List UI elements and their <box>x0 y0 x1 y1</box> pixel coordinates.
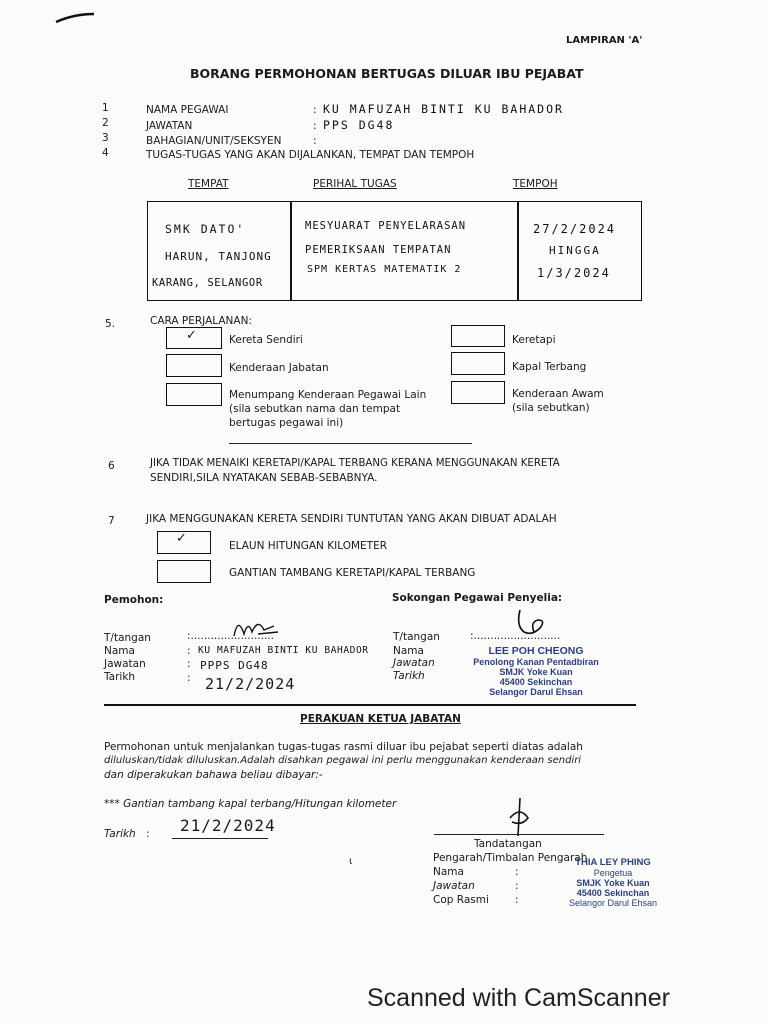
blank-line <box>172 838 268 839</box>
col-header-perihal: PERIHAL TUGAS <box>313 178 397 190</box>
penyelia-label: T/tangan <box>393 631 440 643</box>
tick-mark: ✓ <box>186 328 197 343</box>
perihal-line: SPM KERTAS MATEMATIK 2 <box>307 264 462 275</box>
signature-line <box>434 834 604 835</box>
jawatan-value[interactable]: PPS DG48 <box>323 118 395 132</box>
tempoh-line: 1/3/2024 <box>537 266 611 280</box>
tempat-line: SMK DATO' <box>165 222 246 236</box>
field-colon: : <box>313 135 317 147</box>
section-title: CARA PERJALANAN: <box>150 315 252 327</box>
tempat-line: KARANG, SELANGOR <box>152 277 263 289</box>
ketua-label: Cop Rasmi <box>433 894 489 906</box>
col-header-tempoh: TEMPOH <box>513 178 558 190</box>
checkbox-gantian-tambang[interactable] <box>157 560 211 583</box>
stamp-line: THIA LEY PHING <box>575 857 651 868</box>
section6-line2: SENDIRI,SILA NYATAKAN SEBAB-SEBABNYA. <box>150 472 378 484</box>
perihal-line: PEMERIKSAAN TEMPATAN <box>305 244 452 256</box>
penyelia-label: Jawatan <box>393 657 435 669</box>
form-title: BORANG PERMOHONAN BERTUGAS DILUAR IBU PEJABAT <box>190 66 584 81</box>
perakuan-tarikh-value[interactable]: 21/2/2024 <box>180 816 276 835</box>
option-label: Kapal Terbang <box>512 361 587 373</box>
field-colon: : <box>313 104 317 116</box>
checkbox-keretapi[interactable] <box>451 325 505 347</box>
checkbox-kapal-terbang[interactable] <box>451 352 505 375</box>
stamp-line: Penolong Kanan Pentadbiran <box>473 657 599 667</box>
penyelia-label: Nama <box>393 645 424 657</box>
option-label: Kenderaan Awam <box>512 388 604 400</box>
section-divider <box>104 704 636 706</box>
stamp-line: Pengetua <box>593 868 633 878</box>
checkbox-menumpang[interactable] <box>166 383 222 406</box>
signature-dots: :......................... <box>187 630 274 642</box>
field-colon: : <box>187 645 191 657</box>
stamp-line: 45400 Sekinchan <box>576 888 650 898</box>
option-label: Keretapi <box>512 334 556 346</box>
pemohon-nama-value[interactable]: KU MAFUZAH BINTI KU BAHADOR <box>198 645 369 656</box>
ketua-stamp <box>548 857 678 908</box>
tick-mark: ✓ <box>176 531 187 546</box>
ketua-label: Nama <box>433 866 464 878</box>
section-num: 6 <box>108 460 115 472</box>
penyelia-heading: Sokongan Pegawai Penyelia: <box>392 592 563 604</box>
tandatangan-label: Tandatangan <box>474 838 542 850</box>
perakuan-tarikh-label: Tarikh <box>104 828 136 840</box>
table-divider <box>290 201 292 301</box>
pemohon-signature <box>228 612 288 642</box>
perakuan-gantian: *** Gantian tambang kapal terbang/Hitungan kilometer <box>104 798 397 810</box>
option-note: (sila sebutkan) <box>512 402 590 414</box>
signature-dots: :.......................... <box>470 630 561 642</box>
stamp-line: 45400 Sekinchan <box>499 677 573 687</box>
field-colon: : <box>146 828 150 840</box>
pemohon-label: T/tangan <box>104 632 151 644</box>
field-colon: : <box>515 880 519 892</box>
blank-line <box>229 443 472 444</box>
field-label: TUGAS-TUGAS YANG AKAN DIJALANKAN, TEMPAT DAN TEMPOH <box>146 149 475 161</box>
pemohon-label: Tarikh <box>104 671 136 683</box>
pemohon-heading: Pemohon: <box>104 594 164 606</box>
field-num: 1 <box>102 102 109 114</box>
ketua-label: Jawatan <box>433 880 475 892</box>
checkbox-kenderaan-awam[interactable] <box>451 381 505 404</box>
field-num: 3 <box>102 132 109 144</box>
stamp-line: LEE POH CHEONG <box>488 645 584 657</box>
field-colon: : <box>187 672 191 684</box>
table-divider <box>517 201 519 301</box>
option-label: Menumpang Kenderaan Pegawai Lain <box>229 389 427 401</box>
option-label: ELAUN HITUNGAN KILOMETER <box>229 540 388 552</box>
field-colon: : <box>187 658 191 670</box>
field-label: JAWATAN <box>146 120 193 132</box>
field-colon: : <box>313 120 317 132</box>
option-note: (sila sebutkan nama dan tempat <box>229 403 401 415</box>
option-label: Kereta Sendiri <box>229 334 303 346</box>
perakuan-para: dan diperakukan bahawa beliau dibayar:- <box>104 769 323 781</box>
perihal-line: MESYUARAT PENYELARASAN <box>305 220 467 232</box>
field-label: NAMA PEGAWAI <box>146 104 229 116</box>
section-num: 7 <box>108 515 115 527</box>
pengarah-label: Pengarah/Timbalan Pengarah <box>433 852 588 864</box>
stamp-line: Selangor Darul Ehsan <box>489 687 583 697</box>
checkbox-kenderaan-jabatan[interactable] <box>166 354 222 377</box>
pemohon-jawatan-value[interactable]: PPPS DG48 <box>200 659 269 672</box>
tempoh-line: HINGGA <box>549 244 601 257</box>
section-num: 5. <box>105 318 116 330</box>
option-label: GANTIAN TAMBANG KERETAPI/KAPAL TERBANG <box>229 567 476 579</box>
field-colon: : <box>515 894 519 906</box>
section7-title: JIKA MENGGUNAKAN KERETA SENDIRI TUNTUTAN YANG AKAN DIBUAT ADALAH <box>146 513 557 525</box>
perakuan-para: diluluskan/tidak diluluskan.Adalah disahkan pegawai ini perlu menggunakan kenderaan sendiri <box>104 755 582 766</box>
section6-line1: JIKA TIDAK MENAIKI KERETAPI/KAPAL TERBANG KERANA MENGGUNAKAN KERETA <box>150 458 560 469</box>
nama-pegawai-value[interactable]: KU MAFUZAH BINTI KU BAHADOR <box>323 102 564 116</box>
field-num: 4 <box>102 147 109 159</box>
option-note: bertugas pegawai ini) <box>229 417 344 429</box>
perakuan-heading: PERAKUAN KETUA JABATAN <box>300 713 461 725</box>
field-num: 2 <box>102 117 109 129</box>
penyelia-stamp <box>456 645 616 697</box>
perakuan-para: Permohonan untuk menjalankan tugas-tugas rasmi diluar ibu pejabat seperti diatas adalah <box>104 741 583 753</box>
tempoh-line: 27/2/2024 <box>533 222 617 236</box>
watermark: Scanned with CamScanner <box>367 984 670 1012</box>
penyelia-label: Tarikh <box>393 670 425 682</box>
attachment-label: LAMPIRAN 'A' <box>566 35 643 46</box>
field-colon: : <box>515 866 519 878</box>
penyelia-signature <box>510 606 560 638</box>
stray-mark: ι <box>349 856 353 867</box>
option-label: Kenderaan Jabatan <box>229 362 329 374</box>
stamp-line: Selangor Darul Ehsan <box>568 898 658 908</box>
tempat-line: HARUN, TANJONG <box>165 250 272 263</box>
scan-mark <box>54 10 96 26</box>
stamp-line: SMJK Yoke Kuan <box>499 667 573 677</box>
stamp-line: SMJK Yoke Kuan <box>576 878 650 888</box>
pemohon-label: Jawatan <box>104 658 146 670</box>
col-header-tempat: TEMPAT <box>188 178 229 190</box>
pemohon-label: Nama <box>104 645 135 657</box>
field-label: BAHAGIAN/UNIT/SEKSYEN <box>146 135 282 147</box>
pemohon-tarikh-value[interactable]: 21/2/2024 <box>205 675 296 693</box>
